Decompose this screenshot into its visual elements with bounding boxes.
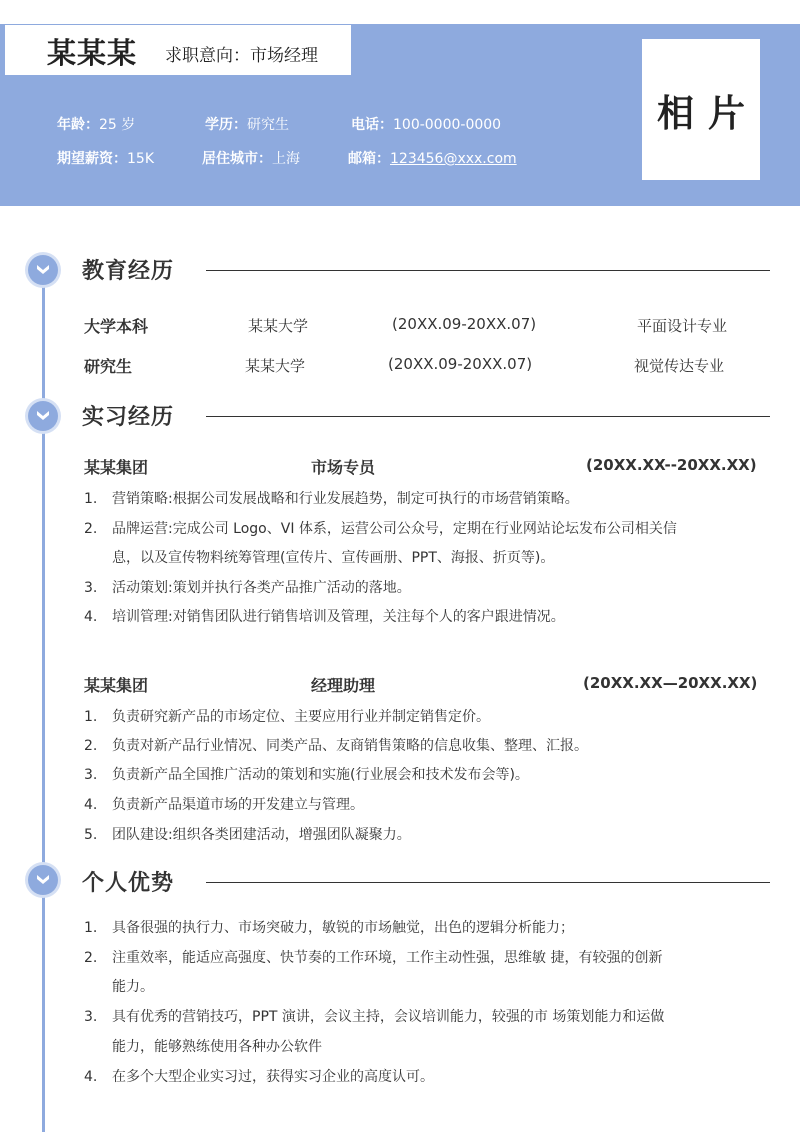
item-text: 品牌运营:完成公司 Logo、VI 体系，运营公司公众号，定期在行业网站论坛发布公司相关信: [112, 521, 677, 537]
item-text: 负责新产品渠道市场的开发建立与管理。: [112, 797, 364, 813]
item-number: 4.: [84, 1069, 98, 1085]
chevron-down-icon: [28, 865, 58, 895]
item-text: 能力，能够熟练使用各种办公软件: [112, 1039, 322, 1055]
item-number: 1.: [84, 491, 98, 507]
age-info: [57, 114, 135, 134]
edu-period: (20XX.09-20XX.07): [392, 315, 537, 333]
job-period: (20XX.XX—20XX.XX): [583, 674, 758, 692]
phone-info: [351, 114, 501, 134]
chevron-down-icon: [28, 255, 58, 285]
internship-divider: [206, 416, 770, 417]
internship-title: 实习经历: [82, 405, 175, 430]
edu-school: 某某大学: [245, 357, 306, 375]
city-label: 居住城市：: [202, 151, 272, 167]
salary-value: 15K: [127, 151, 154, 167]
phone-value: 100-0000-0000: [393, 117, 502, 133]
item-number: 1.: [84, 920, 98, 936]
edu-degree: 研究生: [84, 357, 133, 376]
education-title: 教育经历: [82, 259, 175, 284]
item-number: 4.: [84, 609, 98, 625]
phone-label: 电话：: [351, 117, 393, 133]
job-intent: 求职意向：市场经理: [165, 46, 318, 66]
edu-major: 平面设计专业: [637, 317, 728, 335]
job-position: 经理助理: [311, 676, 376, 695]
item-text: 负责对新产品行业情况、同类产品、友商销售策略的信息收集、整理、汇报。: [112, 738, 588, 754]
job-company: 某某集团: [84, 458, 149, 477]
item-text: 在多个大型企业实习过，获得实习企业的高度认可。: [112, 1069, 434, 1085]
education-info: [205, 114, 289, 134]
job-company: 某某集团: [84, 676, 149, 695]
item-text: 能力。: [112, 979, 154, 995]
candidate-name: 某某某: [47, 36, 138, 70]
item-number: 4.: [84, 797, 98, 813]
item-number: 3.: [84, 767, 98, 783]
salary-label: 期望薪资：: [57, 151, 127, 167]
edu-degree: 大学本科: [84, 317, 149, 336]
item-text: 营销策略:根据公司发展战略和行业发展趋势，制定可执行的市场营销策略。: [112, 491, 579, 507]
edu-school: 某某大学: [248, 317, 309, 335]
header-banner: [0, 24, 800, 206]
city-value: 上海: [272, 151, 300, 167]
strengths-divider: [206, 882, 770, 883]
item-text: 负责新产品全国推广活动的策划和实施(行业展会和技术发布会等)。: [112, 767, 529, 783]
item-text: 具有优秀的营销技巧，PPT 演讲，会议主持，会议培训能力，较强的市 场策划能力和运做: [112, 1009, 665, 1025]
item-number: 5.: [84, 827, 98, 843]
email-link[interactable]: 123456@xxx.com: [390, 151, 517, 167]
salary-info: [57, 148, 154, 168]
item-text: 具备很强的执行力、市场突破力，敏锐的市场触觉，出色的逻辑分析能力；: [112, 920, 574, 936]
photo-placeholder: 相片: [642, 39, 760, 180]
edu-major: 视觉传达专业: [634, 357, 725, 375]
item-text: 注重效率，能适应高强度、快节奏的工作环境，工作主动性强，思维敏 捷，有较强的创新: [112, 950, 663, 966]
strengths-title: 个人优势: [82, 871, 175, 896]
chevron-down-icon: [28, 401, 58, 431]
item-text: 培训管理:对销售团队进行销售培训及管理，关注每个人的客户跟进情况。: [112, 609, 565, 625]
item-text: 息，以及宣传物料统筹管理(宣传片、宣传画册、PPT、海报、折页等)。: [112, 550, 555, 566]
job-position: 市场专员: [311, 458, 376, 477]
item-number: 2.: [84, 738, 98, 754]
job-period: (20XX.XX--20XX.XX): [586, 456, 757, 474]
city-info: [202, 148, 300, 168]
age-label: 年龄：: [57, 117, 99, 133]
item-number: 3.: [84, 580, 98, 596]
item-text: 团队建设:组织各类团建活动，增强团队凝聚力。: [112, 827, 411, 843]
email-label: 邮箱：: [348, 151, 390, 167]
item-number: 2.: [84, 950, 98, 966]
age-value: 25 岁: [99, 117, 136, 133]
item-number: 3.: [84, 1009, 98, 1025]
item-number: 1.: [84, 709, 98, 725]
education-label: 学历：: [205, 117, 247, 133]
item-text: 活动策划:策划并执行各类产品推广活动的落地。: [112, 580, 411, 596]
name-box: [4, 24, 352, 76]
item-text: 负责研究新产品的市场定位、主要应用行业并制定销售定价。: [112, 709, 490, 725]
timeline-line: [42, 258, 45, 1132]
item-number: 2.: [84, 521, 98, 537]
email-info: [348, 148, 517, 168]
education-divider: [206, 270, 770, 271]
education-value: 研究生: [247, 117, 289, 133]
edu-period: (20XX.09-20XX.07): [388, 355, 533, 373]
